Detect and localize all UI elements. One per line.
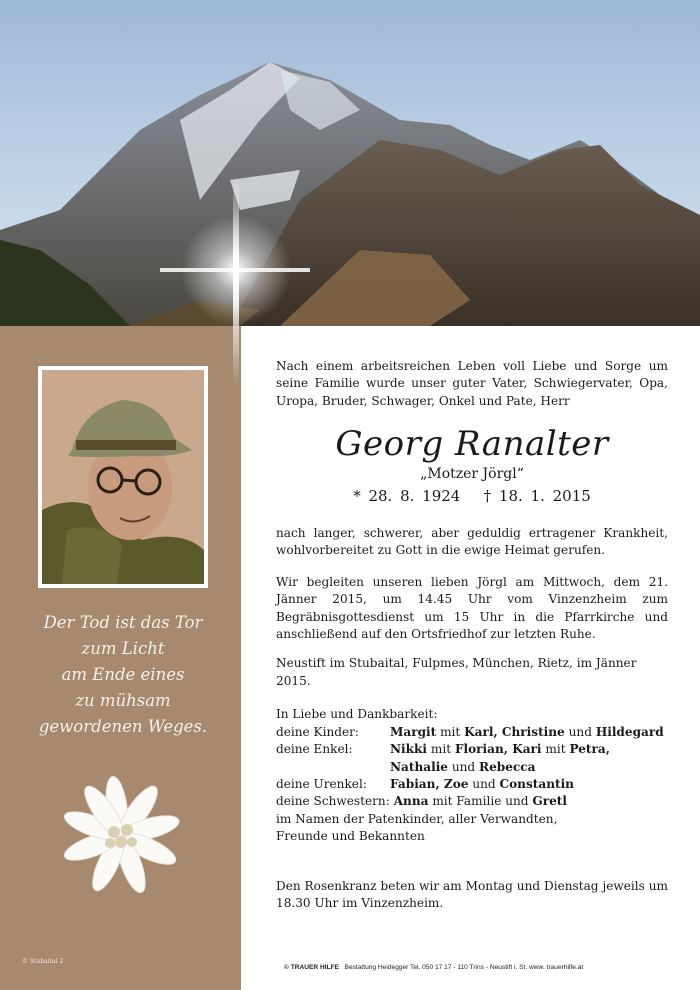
portrait-photo xyxy=(42,370,204,584)
left-panel xyxy=(0,326,241,990)
memorial-quote xyxy=(10,610,236,740)
edelweiss-icon xyxy=(32,776,210,921)
quote-line: gewordenen Weges. xyxy=(38,717,208,736)
quote-line: zu mühsam xyxy=(75,691,171,710)
footer xyxy=(284,964,684,971)
footer-brand: © TRAUER HILFE xyxy=(284,964,340,971)
grandchildren-row-2: Nathalie und Rebecca xyxy=(390,759,536,774)
family-list xyxy=(276,706,668,845)
great-grandchildren-row: deine Urenkel: Fabian, Zoe und Constantin xyxy=(276,776,574,791)
obituary-text xyxy=(276,358,668,912)
illness-text: nach langer, schwerer, aber geduldig ertragener Krankheit, wohlvorbereitet zu Gott in die ewige Heimat gerufen. xyxy=(276,526,668,558)
rosary-text: Den Rosenkranz beten wir am Montag und Dienstag jeweils um 18.30 Uhr im Vinzenzheim. xyxy=(276,878,668,910)
funeral-text: Wir begleiten unseren lieben Jörgl am Mittwoch, dem 21. Jänner 2015, um 14.45 Uhr vom Vinzenzheim zum Begräbnisgottesdienst um 15 Uhr in die Pfarrkirche und anschließend auf den Ortsfriedhof zur letzten Ruhe. xyxy=(276,574,668,642)
footer-text: Bestattung Heidegger Tel. 050 17 17 - 110 Trins - Neustift i. St. www. trauerhilfe.at xyxy=(344,964,584,971)
quote-line: Der Tod ist das Tor xyxy=(43,613,203,632)
siblings-row: deine Schwestern: Anna mit Familie und Gretl xyxy=(276,794,567,809)
godchildren-line: im Namen der Patenkinder, aller Verwandten, xyxy=(276,811,558,826)
quote-line: am Ende eines xyxy=(61,665,185,684)
children-row: deine Kinder: Margit mit Karl, Christine und Hildegard xyxy=(276,724,664,739)
mountain-photo xyxy=(0,0,700,326)
deceased-name: Georg Ranalter xyxy=(335,424,609,465)
cross-icon xyxy=(233,175,239,385)
death-date: † 18. 1. 2015 xyxy=(483,486,591,505)
image-credit: © Stubaital 2 xyxy=(22,958,64,965)
family-intro: In Liebe und Dankbarkeit: xyxy=(276,707,438,722)
grandchildren-row: deine Enkel: Nikki mit Florian, Kari mit Petra, xyxy=(276,742,610,757)
intro-text: Nach einem arbeitsreichen Leben voll Liebe und Sorge um seine Familie wurde unser guter Vater, Schwiegervater, Opa, Uropa, Bruder, Schwager, Onkel und Pate, Herr xyxy=(276,359,668,408)
friends-line: Freunde und Bekannten xyxy=(276,829,425,844)
nickname: „Motzer Jörgl“ xyxy=(420,466,524,483)
quote-line: zum Licht xyxy=(81,639,165,658)
places-text: Neustift im Stubaital, Fulpmes, München, Rietz, im Jänner 2015. xyxy=(276,656,637,688)
portrait-frame xyxy=(38,366,208,588)
birth-date: * 28. 8. 1924 xyxy=(353,486,461,505)
life-dates xyxy=(276,488,668,505)
